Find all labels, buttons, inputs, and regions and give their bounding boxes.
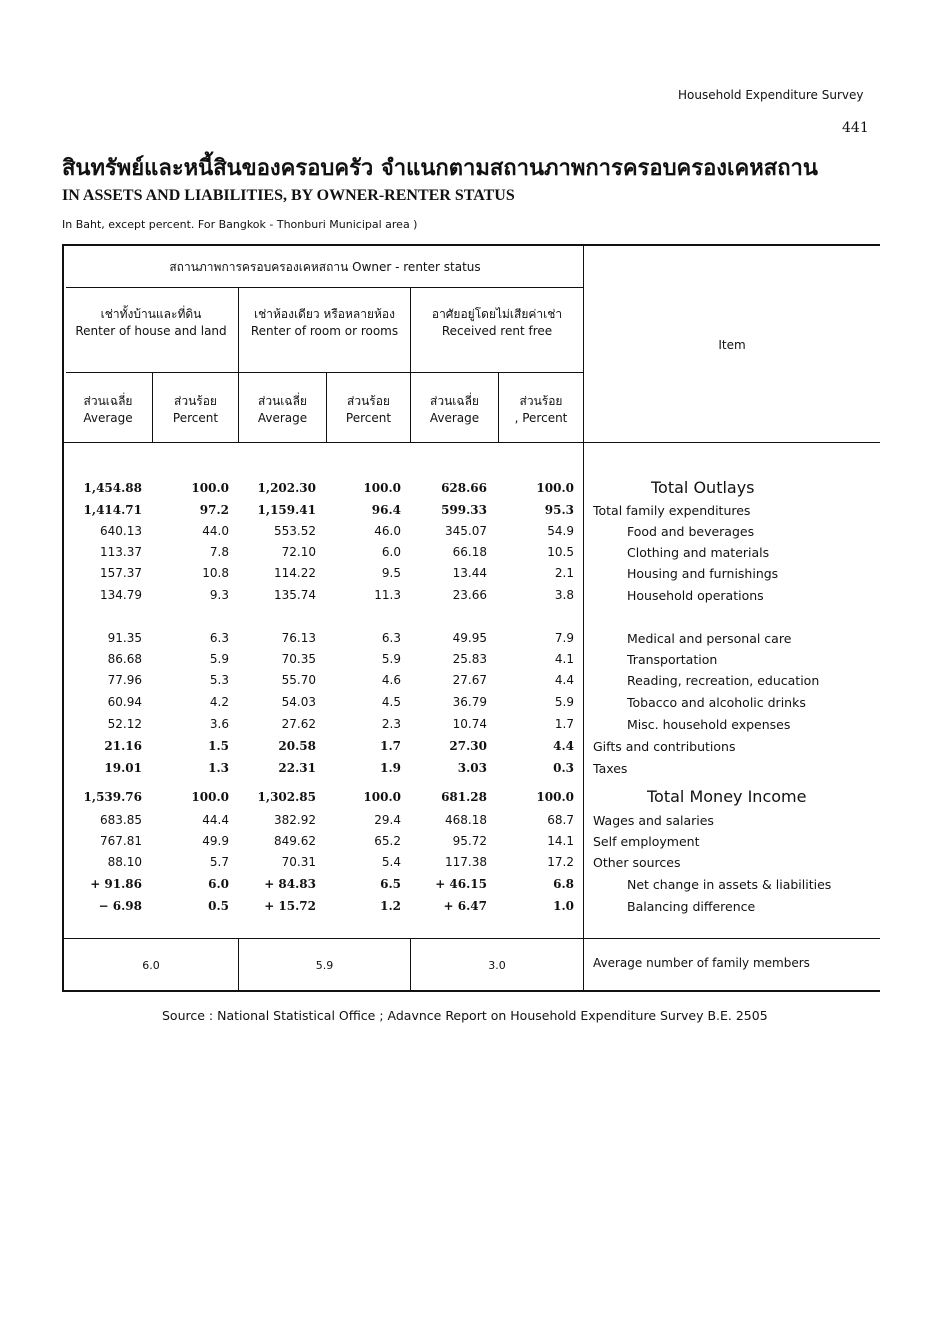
- table-cell: 9.5: [381, 566, 401, 580]
- table-cell: 91.35: [107, 631, 142, 645]
- row-item-label: Household operations: [627, 588, 764, 603]
- subcol-header-english: Percent: [345, 411, 392, 425]
- table-cell: 134.79: [100, 588, 142, 602]
- table-cell: 100.0: [536, 790, 574, 804]
- table-cell: 767.81: [100, 834, 142, 848]
- table-cell: 19.01: [104, 761, 142, 775]
- footer-value: 5.9: [315, 959, 334, 972]
- table-cell: 66.18: [452, 545, 487, 559]
- table-cell: 1,539.76: [83, 790, 142, 804]
- table-cell: 70.31: [281, 855, 316, 869]
- table-cell: 1,159.41: [257, 503, 316, 517]
- table-top-rule: [62, 244, 880, 246]
- subcol-header-thai: ส่วนเฉลี่ย: [258, 394, 307, 408]
- table-cell: 54.03: [281, 695, 316, 709]
- subcol-header: [153, 393, 238, 427]
- table-cell: 9.3: [209, 588, 229, 602]
- table-cell: 46.0: [374, 524, 401, 538]
- subcol-header-thai: ส่วนร้อย: [174, 394, 217, 408]
- table-cell: 117.38: [445, 855, 487, 869]
- table-cell: 7.9: [554, 631, 574, 645]
- table-cell: 1.7: [380, 739, 401, 753]
- subcol-header: [327, 393, 410, 427]
- footer-value: 6.0: [142, 959, 160, 972]
- subcol-header-english: Average: [83, 411, 133, 425]
- subcol-header-thai: ส่วนเฉลี่ย: [83, 394, 133, 408]
- table-cell: 10.74: [452, 717, 487, 731]
- table-subtitle: In Baht, except percent. For Bangkok - Thonburi Municipal area ): [62, 218, 418, 231]
- table-cell: 0.3: [553, 761, 574, 775]
- table-cell: 52.12: [107, 717, 142, 731]
- table-cell: 1.3: [208, 761, 229, 775]
- footer-top-rule: [62, 938, 880, 939]
- table-cell: 100.0: [191, 790, 229, 804]
- page-number: 441: [842, 120, 869, 136]
- subcol-header-thai: ส่วนร้อย: [519, 394, 563, 408]
- row-item-label: Total Money Income: [647, 787, 807, 806]
- subcol-header-english: , Percent: [514, 411, 568, 425]
- subcol-header-thai: ส่วนร้อย: [347, 394, 390, 408]
- table-cell: 76.13: [281, 631, 316, 645]
- table-cell: 599.33: [441, 503, 487, 517]
- table-cell: 49.9: [202, 834, 229, 848]
- table-cell: 5.9: [554, 695, 574, 709]
- group-header-thai: อาศัยอยู่โดยไม่เสียค่าเช่า: [431, 307, 563, 321]
- table-cell: 95.3: [544, 503, 574, 517]
- table-cell: 553.52: [274, 524, 316, 538]
- row-item-label: Food and beverages: [627, 524, 755, 539]
- subcol-header-thai: ส่วนเฉลี่ย: [430, 394, 479, 408]
- row-item-label: Misc. household expenses: [627, 717, 791, 732]
- row-item-label: Clothing and materials: [627, 545, 770, 560]
- row-item-label: Tobacco and alcoholic drinks: [627, 695, 806, 710]
- row-item-label: Reading, recreation, education: [627, 673, 820, 688]
- table-cell: 4.4: [553, 739, 574, 753]
- table-cell: 4.2: [209, 695, 229, 709]
- table-cell: 100.0: [536, 481, 574, 495]
- table-cell: 27.67: [452, 673, 487, 687]
- table-cell: 17.2: [547, 855, 574, 869]
- subcol-header-english: Average: [257, 411, 308, 425]
- table-cell: 14.1: [547, 834, 574, 848]
- table-cell: 628.66: [441, 481, 487, 495]
- table-cell: 77.96: [107, 673, 142, 687]
- table-cell: 6.3: [381, 631, 401, 645]
- table-cell: 29.4: [374, 813, 401, 827]
- group-header-rent-free: [411, 306, 583, 340]
- table-cell: + 15.72: [264, 899, 316, 913]
- group-header-english: Renter of house and land: [75, 324, 227, 338]
- table-cell: 55.70: [281, 673, 316, 687]
- table-cell: 4.6: [381, 673, 401, 687]
- group-header-english: Renter of room or rooms: [250, 324, 399, 338]
- header-bottom-rule: [62, 442, 880, 443]
- table-cell: 36.79: [452, 695, 487, 709]
- title-thai: สินทรัพย์และหนี้สินของครอบครัว จำแนกตามสถานภาพการครอบครองเคหสถาน: [62, 156, 818, 181]
- table-cell: 4.4: [554, 673, 574, 687]
- table-cell: 6.8: [553, 877, 574, 891]
- group-header-thai: เช่าห้องเดียว หรือหลายห้อง: [253, 307, 395, 321]
- table-cell: 100.0: [191, 481, 229, 495]
- table-cell: 468.18: [445, 813, 487, 827]
- table-cell: 6.0: [381, 545, 401, 559]
- table-cell: 0.5: [208, 899, 229, 913]
- table-cell: 1,454.88: [83, 481, 142, 495]
- table-cell: 2.1: [554, 566, 574, 580]
- table-cell: 10.5: [547, 545, 574, 559]
- table-cell: 5.9: [209, 652, 229, 666]
- table-cell: 114.22: [274, 566, 316, 580]
- title-english: IN ASSETS AND LIABILITIES, BY OWNER-RENTER STATUS: [62, 187, 515, 204]
- table-cell: + 6.47: [443, 899, 487, 913]
- table-cell: 113.37: [100, 545, 142, 559]
- table-cell: 65.2: [374, 834, 401, 848]
- item-column-rule: [583, 244, 584, 992]
- row-item-label: Transportation: [627, 652, 718, 667]
- row-item-label: Wages and salaries: [593, 813, 714, 828]
- table-cell: 60.94: [107, 695, 142, 709]
- item-column-header: Item: [718, 338, 746, 352]
- table-cell: 1,414.71: [83, 503, 142, 517]
- subcol-header: [411, 393, 498, 427]
- table-cell: 54.9: [547, 524, 574, 538]
- table-cell: 135.74: [274, 588, 316, 602]
- table-cell: 6.0: [208, 877, 229, 891]
- table-cell: 1.5: [208, 739, 229, 753]
- table-cell: 681.28: [441, 790, 487, 804]
- table-cell: 1,302.85: [257, 790, 316, 804]
- owner-renter-status-header: สถานภาพการครอบครองเคหสถาน Owner - renter status: [169, 260, 481, 274]
- source-note: Source : National Statistical Office ; Adavnce Report on Household Expenditure Survey B.E. 2505: [162, 1008, 768, 1023]
- table-cell: 4.5: [381, 695, 401, 709]
- table-cell: 13.44: [452, 566, 487, 580]
- table-cell: 7.8: [209, 545, 229, 559]
- table-cell: 5.9: [381, 652, 401, 666]
- table-cell: 27.30: [449, 739, 487, 753]
- group-header-renter-house: [64, 306, 238, 340]
- table-cell: 88.10: [107, 855, 142, 869]
- table-cell: 49.95: [452, 631, 487, 645]
- table-cell: 382.92: [274, 813, 316, 827]
- table-cell: 22.31: [278, 761, 316, 775]
- table-cell: 96.4: [371, 503, 401, 517]
- table-cell: 1.9: [380, 761, 401, 775]
- running-header: Household Expenditure Survey: [678, 88, 864, 102]
- table-cell: 44.0: [202, 524, 229, 538]
- group-header-renter-rooms: [239, 306, 410, 340]
- table-cell: 23.66: [452, 588, 487, 602]
- table-cell: 97.2: [199, 503, 229, 517]
- table-cell: 1.2: [380, 899, 401, 913]
- table-cell: 100.0: [363, 790, 401, 804]
- table-cell: 44.4: [202, 813, 229, 827]
- table-cell: 70.35: [281, 652, 316, 666]
- row-item-label: Taxes: [593, 761, 628, 776]
- group-header-english: Received rent free: [441, 324, 553, 338]
- row-item-label: Medical and personal care: [627, 631, 792, 646]
- table-cell: 6.3: [209, 631, 229, 645]
- table-cell: 27.62: [281, 717, 316, 731]
- table-cell: 640.13: [100, 524, 142, 538]
- table-cell: + 46.15: [435, 877, 487, 891]
- table-cell: 3.8: [554, 588, 574, 602]
- table-cell: 11.3: [374, 588, 401, 602]
- table-cell: 25.83: [452, 652, 487, 666]
- subcol-header-english: Average: [429, 411, 480, 425]
- group-header-rule: [66, 287, 584, 288]
- table-cell: 849.62: [274, 834, 316, 848]
- row-item-label: Other sources: [593, 855, 681, 870]
- row-item-label: Total family expenditures: [593, 503, 751, 518]
- table-cell: 345.07: [445, 524, 487, 538]
- subcol-header: [239, 393, 326, 427]
- table-cell: 5.3: [209, 673, 229, 687]
- table-cell: 72.10: [281, 545, 316, 559]
- row-item-label: Total Outlays: [651, 478, 755, 497]
- group-header-thai: เช่าทั้งบ้านและที่ดิน: [100, 307, 202, 321]
- table-cell: + 84.83: [264, 877, 316, 891]
- table-cell: 6.5: [380, 877, 401, 891]
- row-item-label: Net change in assets & liabilities: [627, 877, 832, 892]
- table-cell: 10.8: [202, 566, 229, 580]
- table-cell: 1.0: [553, 899, 574, 913]
- subcol-header-english: Percent: [172, 411, 219, 425]
- table-cell: 5.7: [209, 855, 229, 869]
- table-cell: 86.68: [107, 652, 142, 666]
- row-item-label: Gifts and contributions: [593, 739, 736, 754]
- table-cell: 3.03: [457, 761, 487, 775]
- table-cell: 5.4: [381, 855, 401, 869]
- table-cell: 68.7: [547, 813, 574, 827]
- table-cell: − 6.98: [98, 899, 142, 913]
- footer-item-label: Average number of family members: [593, 956, 810, 970]
- subcol-header: [499, 393, 583, 427]
- group-subheader-rule: [66, 372, 584, 373]
- row-item-label: Balancing difference: [627, 899, 756, 914]
- table-cell: 1.7: [554, 717, 574, 731]
- table-cell: 157.37: [100, 566, 142, 580]
- table-cell: 683.85: [100, 813, 142, 827]
- subcol-header: [64, 393, 152, 427]
- table-bottom-rule: [62, 990, 880, 992]
- footer-value: 3.0: [488, 959, 506, 972]
- row-item-label: Self employment: [593, 834, 700, 849]
- row-item-label: Housing and furnishings: [627, 566, 779, 581]
- table-cell: 2.3: [381, 717, 401, 731]
- table-cell: 21.16: [104, 739, 142, 753]
- table-cell: 3.6: [209, 717, 229, 731]
- table-cell: 20.58: [278, 739, 316, 753]
- table-cell: 100.0: [363, 481, 401, 495]
- table-cell: 95.72: [452, 834, 487, 848]
- table-cell: 4.1: [554, 652, 574, 666]
- table-cell: 1,202.30: [257, 481, 316, 495]
- table-cell: + 91.86: [90, 877, 142, 891]
